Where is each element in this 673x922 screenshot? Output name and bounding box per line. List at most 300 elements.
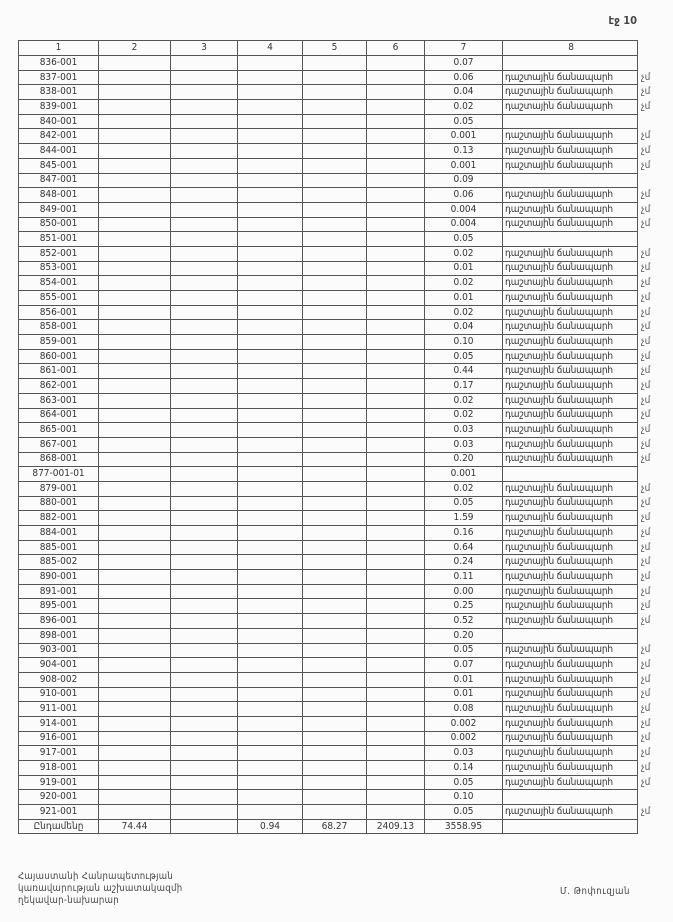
cell-col6 — [367, 702, 425, 717]
purpose-value: դաշտային ճանապարհ — [503, 129, 638, 144]
table-row — [19, 496, 668, 511]
cell-col3 — [171, 56, 238, 71]
cell-col5 — [303, 687, 367, 702]
cell-col4 — [238, 379, 303, 394]
row-mark: չմ — [641, 144, 651, 156]
area-value: 0.17 — [425, 379, 503, 394]
area-value: 0.16 — [425, 526, 503, 541]
parcel-code: 858-001 — [19, 320, 99, 335]
cell-col2 — [99, 570, 171, 585]
purpose-value — [503, 114, 638, 129]
area-value: 0.02 — [425, 393, 503, 408]
table-row — [19, 408, 668, 423]
cell-col5 — [303, 702, 367, 717]
cell-col3 — [171, 452, 238, 467]
cell-col5 — [303, 437, 367, 452]
parcel-code: 853-001 — [19, 261, 99, 276]
cell-col3 — [171, 320, 238, 335]
cell-col3 — [171, 805, 238, 820]
purpose-value — [503, 628, 638, 643]
table-row — [19, 643, 668, 658]
purpose-value: դաշտային ճանապարհ — [503, 349, 638, 364]
parcel-code: 848-001 — [19, 188, 99, 203]
purpose-value: դաշտային ճանապարհ — [503, 599, 638, 614]
area-value: 0.01 — [425, 291, 503, 306]
cell-col3 — [171, 423, 238, 438]
purpose-value — [503, 467, 638, 482]
cell-col2 — [99, 246, 171, 261]
cell-col5 — [303, 305, 367, 320]
parcel-code: 908-002 — [19, 672, 99, 687]
cell-col4 — [238, 599, 303, 614]
row-mark: չմ — [641, 218, 651, 230]
table-row — [19, 379, 668, 394]
purpose-value: դաշտային ճանապարհ — [503, 761, 638, 776]
purpose-value: դաշտային ճանապարհ — [503, 702, 638, 717]
table-row — [19, 364, 668, 379]
purpose-value: դաշտային ճանապարհ — [503, 570, 638, 585]
area-value: 0.00 — [425, 584, 503, 599]
row-mark: չմ — [641, 703, 651, 715]
cell-col6 — [367, 349, 425, 364]
area-value: 0.64 — [425, 540, 503, 555]
table-row — [19, 467, 668, 482]
cell-col2 — [99, 584, 171, 599]
cell-col6 — [367, 775, 425, 790]
parcel-code: 855-001 — [19, 291, 99, 306]
area-value: 0.05 — [425, 349, 503, 364]
cell-col4 — [238, 467, 303, 482]
purpose-value: դաշտային ճանապարհ — [503, 452, 638, 467]
cell-col5 — [303, 540, 367, 555]
cell-col3 — [171, 511, 238, 526]
row-mark: չմ — [641, 203, 651, 215]
cell-col3 — [171, 114, 238, 129]
purpose-value: դաշտային ճանապարհ — [503, 217, 638, 232]
table-row — [19, 716, 668, 731]
table-row — [19, 584, 668, 599]
parcel-code: 916-001 — [19, 731, 99, 746]
row-mark: չմ — [641, 717, 651, 729]
cell-col2 — [99, 452, 171, 467]
purpose-value: դաշտային ճանապարհ — [503, 379, 638, 394]
cell-col5 — [303, 467, 367, 482]
cell-col5 — [303, 335, 367, 350]
purpose-value: դաշտային ճանապարհ — [503, 805, 638, 820]
area-value: 0.04 — [425, 85, 503, 100]
purpose-value: դաշտային ճանապարհ — [503, 364, 638, 379]
cell-col2 — [99, 555, 171, 570]
parcel-code: 882-001 — [19, 511, 99, 526]
cell-col2 — [99, 85, 171, 100]
cell-col3 — [171, 144, 238, 159]
row-mark: չմ — [641, 453, 651, 465]
cell-col3 — [171, 261, 238, 276]
purpose-value: դաշտային ճանապարհ — [503, 643, 638, 658]
row-mark — [638, 628, 668, 643]
area-value: 0.01 — [425, 261, 503, 276]
cell-col6 — [367, 658, 425, 673]
cell-col2 — [99, 540, 171, 555]
cell-col2 — [99, 70, 171, 85]
cell-col6 — [367, 85, 425, 100]
cell-col4 — [238, 408, 303, 423]
parcel-code: 852-001 — [19, 246, 99, 261]
purpose-value: դաշտային ճանապարհ — [503, 305, 638, 320]
area-value: 0.14 — [425, 761, 503, 776]
col-header-1: 1 — [19, 41, 99, 56]
area-value: 0.02 — [425, 305, 503, 320]
parcel-code: 917-001 — [19, 746, 99, 761]
cell-col6 — [367, 614, 425, 629]
cell-col6 — [367, 129, 425, 144]
cell-col3 — [171, 437, 238, 452]
cell-col3 — [171, 643, 238, 658]
cell-col4 — [238, 496, 303, 511]
col-header-3: 3 — [171, 41, 238, 56]
cell-col5 — [303, 364, 367, 379]
row-mark: չմ — [641, 86, 651, 98]
cell-col3 — [171, 188, 238, 203]
purpose-value: դաշտային ճանապարհ — [503, 437, 638, 452]
cell-col2 — [99, 437, 171, 452]
cell-col4 — [238, 746, 303, 761]
cell-col2 — [99, 379, 171, 394]
purpose-value: դաշտային ճանապարհ — [503, 158, 638, 173]
parcel-code: 856-001 — [19, 305, 99, 320]
table-row — [19, 511, 668, 526]
cell-col3 — [171, 467, 238, 482]
area-value: 0.52 — [425, 614, 503, 629]
cell-col2 — [99, 481, 171, 496]
cell-col5 — [303, 173, 367, 188]
cell-col3 — [171, 658, 238, 673]
area-value: 0.07 — [425, 658, 503, 673]
table-row — [19, 761, 668, 776]
area-value: 0.01 — [425, 672, 503, 687]
table-row — [19, 217, 668, 232]
land-table — [18, 40, 668, 834]
cell-col3 — [171, 672, 238, 687]
col-header-4: 4 — [238, 41, 303, 56]
parcel-code: 891-001 — [19, 584, 99, 599]
cell-col3 — [171, 481, 238, 496]
cell-col3 — [171, 158, 238, 173]
table-row — [19, 452, 668, 467]
parcel-code: 885-002 — [19, 555, 99, 570]
cell-col3 — [171, 129, 238, 144]
row-mark: չմ — [641, 512, 651, 524]
purpose-value: դաշտային ճանապարհ — [503, 716, 638, 731]
cell-col5 — [303, 379, 367, 394]
table-row — [19, 349, 668, 364]
parcel-code: 849-001 — [19, 202, 99, 217]
purpose-value: դաշտային ճանապարհ — [503, 526, 638, 541]
parcel-code: 859-001 — [19, 335, 99, 350]
cell-col6 — [367, 526, 425, 541]
col-header-7: 7 — [425, 41, 503, 56]
area-value: 0.05 — [425, 643, 503, 658]
cell-col6 — [367, 335, 425, 350]
cell-col6 — [367, 291, 425, 306]
cell-col4 — [238, 790, 303, 805]
cell-col5 — [303, 202, 367, 217]
cell-col4 — [238, 658, 303, 673]
cell-col4 — [238, 56, 303, 71]
cell-col6 — [367, 761, 425, 776]
col-header-5: 5 — [303, 41, 367, 56]
cell-col4 — [238, 761, 303, 776]
purpose-value: դաշտային ճանապարհ — [503, 188, 638, 203]
cell-col5 — [303, 658, 367, 673]
row-mark — [638, 56, 668, 71]
totals-label: Ընդամենը — [19, 819, 99, 834]
row-mark: չմ — [641, 526, 651, 538]
cell-col2 — [99, 599, 171, 614]
row-mark: չմ — [641, 776, 651, 788]
parcel-code: 850-001 — [19, 217, 99, 232]
cell-col4 — [238, 555, 303, 570]
cell-col4 — [238, 349, 303, 364]
table-row — [19, 100, 668, 115]
cell-col6 — [367, 496, 425, 511]
cell-col5 — [303, 56, 367, 71]
cell-col2 — [99, 335, 171, 350]
row-mark: չմ — [641, 673, 651, 685]
cell-col6 — [367, 467, 425, 482]
total-col5: 68.27 — [303, 819, 367, 834]
area-value: 0.02 — [425, 481, 503, 496]
area-value: 0.002 — [425, 731, 503, 746]
cell-col5 — [303, 320, 367, 335]
area-value: 0.05 — [425, 114, 503, 129]
cell-col2 — [99, 276, 171, 291]
purpose-value: դաշտային ճանապարհ — [503, 540, 638, 555]
area-value: 0.09 — [425, 173, 503, 188]
cell-col2 — [99, 511, 171, 526]
area-value: 0.06 — [425, 70, 503, 85]
cell-col3 — [171, 173, 238, 188]
purpose-value: դաշտային ճանապարհ — [503, 202, 638, 217]
cell-col2 — [99, 775, 171, 790]
table-row — [19, 526, 668, 541]
cell-col6 — [367, 570, 425, 585]
cell-col6 — [367, 643, 425, 658]
area-value: 0.20 — [425, 628, 503, 643]
cell-col3 — [171, 70, 238, 85]
cell-col2 — [99, 291, 171, 306]
row-mark: չմ — [641, 291, 651, 303]
area-value: 0.001 — [425, 129, 503, 144]
purpose-value: դաշտային ճանապարհ — [503, 481, 638, 496]
cell-col6 — [367, 555, 425, 570]
table-row — [19, 291, 668, 306]
parcel-code: 839-001 — [19, 100, 99, 115]
cell-col4 — [238, 672, 303, 687]
cell-col4 — [238, 540, 303, 555]
total-col4: 0.94 — [238, 819, 303, 834]
cell-col4 — [238, 291, 303, 306]
purpose-value: դաշտային ճանապարհ — [503, 511, 638, 526]
purpose-value — [503, 232, 638, 247]
cell-col3 — [171, 335, 238, 350]
area-value: 0.44 — [425, 364, 503, 379]
cell-col2 — [99, 158, 171, 173]
cell-col5 — [303, 496, 367, 511]
cell-col5 — [303, 555, 367, 570]
purpose-value: դաշտային ճանապարհ — [503, 408, 638, 423]
cell-col4 — [238, 114, 303, 129]
purpose-value: դաշտային ճանապարհ — [503, 261, 638, 276]
area-value: 0.04 — [425, 320, 503, 335]
row-mark: չմ — [641, 321, 651, 333]
signatory-title-line1: Հայաստանի Հանրապետության — [18, 871, 174, 882]
row-mark: չմ — [641, 805, 651, 817]
cell-col6 — [367, 540, 425, 555]
purpose-value: դաշտային ճանապարհ — [503, 746, 638, 761]
cell-col4 — [238, 511, 303, 526]
cell-col3 — [171, 232, 238, 247]
cell-col3 — [171, 599, 238, 614]
total-col7: 3558.95 — [425, 819, 503, 834]
parcel-code: 865-001 — [19, 423, 99, 438]
cell-col5 — [303, 85, 367, 100]
cell-col6 — [367, 731, 425, 746]
cell-col6 — [367, 56, 425, 71]
parcel-code: 920-001 — [19, 790, 99, 805]
cell-col5 — [303, 70, 367, 85]
parcel-code: 877-001-01 — [19, 467, 99, 482]
purpose-value: դաշտային ճանապարհ — [503, 775, 638, 790]
cell-col5 — [303, 100, 367, 115]
area-value: 0.05 — [425, 805, 503, 820]
row-mark: չմ — [641, 732, 651, 744]
row-mark: չմ — [641, 556, 651, 568]
cell-col2 — [99, 305, 171, 320]
cell-col4 — [238, 614, 303, 629]
area-value: 0.13 — [425, 144, 503, 159]
purpose-value: դաշտային ճանապարհ — [503, 70, 638, 85]
cell-col2 — [99, 349, 171, 364]
cell-col5 — [303, 291, 367, 306]
cell-col5 — [303, 158, 367, 173]
cell-col3 — [171, 731, 238, 746]
table-row — [19, 805, 668, 820]
cell-col3 — [171, 349, 238, 364]
cell-col2 — [99, 364, 171, 379]
area-value: 0.11 — [425, 570, 503, 585]
cell-col4 — [238, 158, 303, 173]
cell-col3 — [171, 276, 238, 291]
cell-col4 — [238, 526, 303, 541]
table-row — [19, 423, 668, 438]
cell-col5 — [303, 614, 367, 629]
row-mark: չմ — [641, 438, 651, 450]
row-mark: չմ — [641, 761, 651, 773]
parcel-code: 863-001 — [19, 393, 99, 408]
row-mark: չմ — [641, 497, 651, 509]
parcel-code: 867-001 — [19, 437, 99, 452]
signatory-title-line2: կառավարության աշխատակազմի — [18, 883, 183, 894]
cell-col2 — [99, 805, 171, 820]
cell-col5 — [303, 746, 367, 761]
parcel-code: 842-001 — [19, 129, 99, 144]
mark-spacer — [638, 819, 668, 834]
cell-col5 — [303, 144, 367, 159]
col-header-6: 6 — [367, 41, 425, 56]
purpose-value: դաշտային ճանապարհ — [503, 731, 638, 746]
cell-col3 — [171, 305, 238, 320]
cell-col3 — [171, 291, 238, 306]
cell-col4 — [238, 570, 303, 585]
cell-col6 — [367, 173, 425, 188]
table-row — [19, 775, 668, 790]
cell-col2 — [99, 658, 171, 673]
cell-col5 — [303, 805, 367, 820]
total-col2: 74.44 — [99, 819, 171, 834]
cell-col5 — [303, 628, 367, 643]
cell-col6 — [367, 144, 425, 159]
area-value: 0.02 — [425, 246, 503, 261]
row-mark: չմ — [641, 570, 651, 582]
area-value: 0.08 — [425, 702, 503, 717]
parcel-code: 854-001 — [19, 276, 99, 291]
cell-col6 — [367, 437, 425, 452]
cell-col3 — [171, 775, 238, 790]
cell-col5 — [303, 276, 367, 291]
parcel-code: 864-001 — [19, 408, 99, 423]
parcel-code: 879-001 — [19, 481, 99, 496]
row-mark: չմ — [641, 644, 651, 656]
cell-col6 — [367, 158, 425, 173]
cell-col2 — [99, 100, 171, 115]
cell-col3 — [171, 246, 238, 261]
purpose-value: դաշտային ճանապարհ — [503, 393, 638, 408]
row-mark — [638, 467, 668, 482]
row-mark: չմ — [641, 585, 651, 597]
cell-col6 — [367, 305, 425, 320]
cell-col3 — [171, 570, 238, 585]
area-value: 0.07 — [425, 56, 503, 71]
purpose-value: դաշտային ճանապարհ — [503, 246, 638, 261]
parcel-code: 919-001 — [19, 775, 99, 790]
cell-col2 — [99, 129, 171, 144]
purpose-value: դաշտային ճանապարհ — [503, 555, 638, 570]
area-value: 0.03 — [425, 746, 503, 761]
total-col6: 2409.13 — [367, 819, 425, 834]
cell-col6 — [367, 746, 425, 761]
row-mark: չմ — [641, 600, 651, 612]
cell-col2 — [99, 746, 171, 761]
cell-col3 — [171, 687, 238, 702]
cell-col4 — [238, 805, 303, 820]
row-mark: չմ — [641, 424, 651, 436]
cell-col5 — [303, 526, 367, 541]
parcel-code: 890-001 — [19, 570, 99, 585]
table-row — [19, 731, 668, 746]
parcel-code: 904-001 — [19, 658, 99, 673]
cell-col4 — [238, 584, 303, 599]
cell-col2 — [99, 173, 171, 188]
parcel-code: 838-001 — [19, 85, 99, 100]
purpose-value — [503, 56, 638, 71]
cell-col4 — [238, 731, 303, 746]
cell-col2 — [99, 716, 171, 731]
parcel-code: 921-001 — [19, 805, 99, 820]
cell-col6 — [367, 805, 425, 820]
parcel-code: 918-001 — [19, 761, 99, 776]
cell-col6 — [367, 599, 425, 614]
